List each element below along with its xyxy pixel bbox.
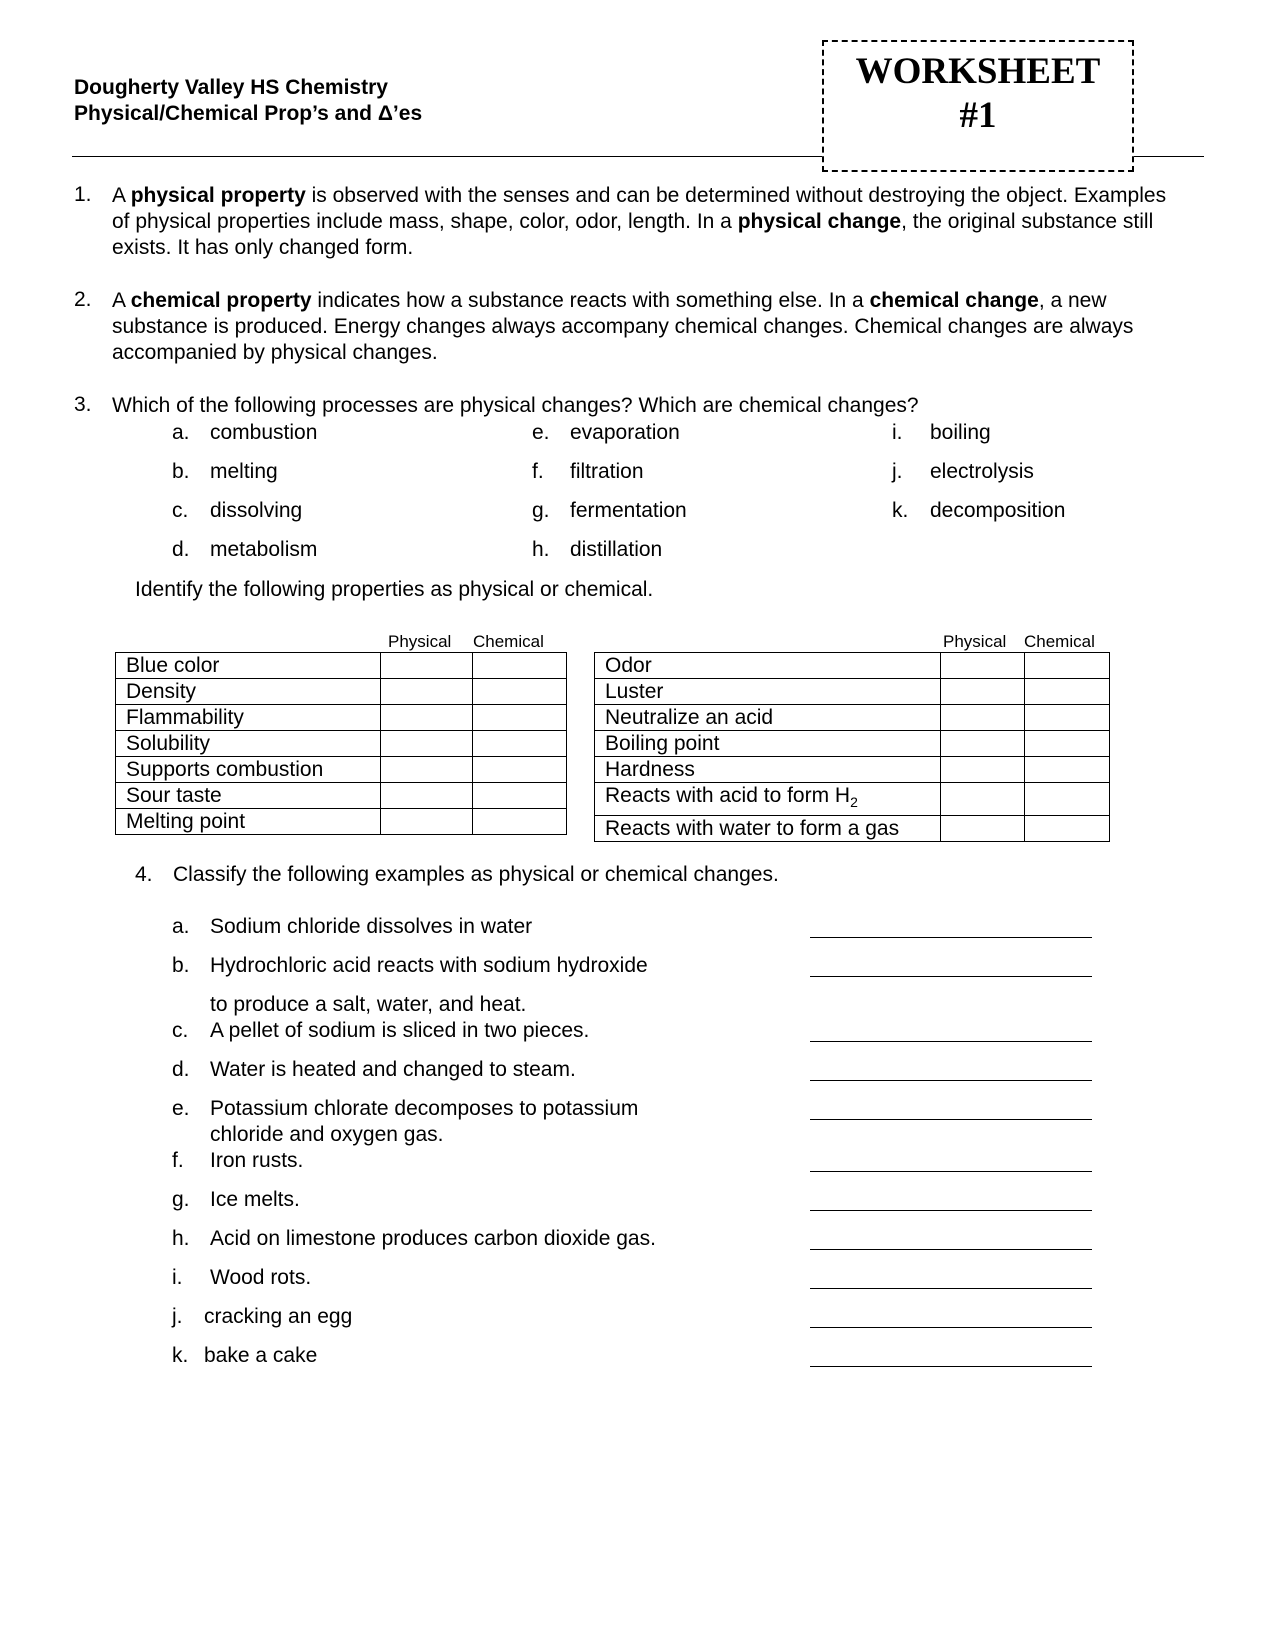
- table-row: [595, 816, 1110, 842]
- term-chemical-change: chemical change: [869, 289, 1039, 312]
- process-list-item: h. distillation: [532, 538, 663, 561]
- table-row: [595, 731, 1110, 757]
- right-chemical-header: Chemical: [1024, 632, 1095, 651]
- chemical-answer-cell[interactable]: [1025, 757, 1110, 783]
- property-cell: Supports combustion: [116, 757, 381, 783]
- example-item-continuation: to produce a salt, water, and heat.: [210, 993, 527, 1016]
- answer-blank-i[interactable]: [810, 1288, 1092, 1289]
- example-item: f. Iron rusts.: [172, 1149, 304, 1172]
- property-cell: Solubility: [116, 731, 381, 757]
- property-cell: Sour taste: [116, 783, 381, 809]
- example-item: j. cracking an egg: [172, 1305, 353, 1328]
- example-item: i. Wood rots.: [172, 1266, 312, 1289]
- table-row: [116, 783, 567, 809]
- physical-answer-cell[interactable]: [941, 731, 1025, 757]
- answer-blank-k[interactable]: [810, 1366, 1092, 1367]
- property-cell: Density: [116, 679, 381, 705]
- chemical-answer-cell[interactable]: [1025, 679, 1110, 705]
- h2-subscript: 2: [850, 794, 858, 811]
- property-cell: Melting point: [116, 809, 381, 835]
- right-physical-header: Physical: [943, 632, 1007, 651]
- physical-answer-cell[interactable]: [941, 783, 1025, 816]
- q1-text: A physical property is observed with the senses and can be determined without destroying the object. Examples of physical properties include mass, shape, color, odor, length. In a physical change, the original substance still exists. It has only changed form.: [112, 184, 1167, 259]
- example-item: h. Acid on limestone produces carbon dioxide gas.: [172, 1227, 656, 1250]
- table-row: [116, 731, 567, 757]
- chemical-answer-cell[interactable]: [1025, 816, 1110, 842]
- example-item: e. Potassium chlorate decomposes to potassium: [172, 1097, 639, 1120]
- chemical-answer-cell[interactable]: [473, 653, 567, 679]
- q2-text: A chemical property indicates how a substance reacts with something else. In a chemical change, a new substance is produced. Energy changes always accompany chemical changes. Chemical changes are always accompanied by physical changes.: [112, 289, 1134, 364]
- worksheet-label: WORKSHEET: [855, 51, 1101, 92]
- example-item: a. Sodium chloride dissolves in water: [172, 915, 533, 938]
- table-row: [116, 653, 567, 679]
- q4-heading: [135, 862, 779, 888]
- answer-blank-f[interactable]: [810, 1171, 1092, 1172]
- property-cell: Neutralize an acid: [595, 705, 941, 731]
- process-list-item: b. melting: [172, 460, 278, 483]
- process-list-item: g. fermentation: [532, 499, 687, 522]
- worksheet-topic: Physical/Chemical Prop’s and Δ’es: [74, 102, 423, 125]
- example-item: d. Water is heated and changed to steam.: [172, 1058, 576, 1081]
- property-cell: Flammability: [116, 705, 381, 731]
- chemical-answer-cell[interactable]: [473, 679, 567, 705]
- table-row: [595, 705, 1110, 731]
- left-chemical-header: Chemical: [473, 632, 544, 651]
- chemical-answer-cell[interactable]: [473, 809, 567, 835]
- answer-blank-j[interactable]: [810, 1327, 1092, 1328]
- q2-number: 2.: [74, 288, 92, 311]
- physical-answer-cell[interactable]: [381, 809, 473, 835]
- physical-answer-cell[interactable]: [941, 653, 1025, 679]
- worksheet-label-box: [822, 40, 1134, 172]
- answer-blank-a[interactable]: [810, 937, 1092, 938]
- header-rule-right: [1134, 156, 1204, 157]
- chemical-answer-cell[interactable]: [473, 731, 567, 757]
- process-list-item: c. dissolving: [172, 499, 303, 522]
- property-cell: Odor: [595, 653, 941, 679]
- properties-table-left: [115, 652, 567, 835]
- physical-answer-cell[interactable]: [381, 653, 473, 679]
- term-physical-property: physical property: [130, 184, 306, 207]
- table-row: [595, 783, 1110, 816]
- answer-blank-d[interactable]: [810, 1080, 1092, 1081]
- table-row: [595, 679, 1110, 705]
- example-item: k. bake a cake: [172, 1344, 318, 1367]
- left-physical-header: Physical: [388, 632, 452, 651]
- example-item-continuation: chloride and oxygen gas.: [210, 1123, 444, 1146]
- worksheet-number: #1: [959, 95, 997, 136]
- example-item: c. A pellet of sodium is sliced in two pieces.: [172, 1019, 590, 1042]
- term-chemical-property: chemical property: [130, 289, 312, 312]
- q1-number: 1.: [74, 183, 92, 206]
- chemical-answer-cell[interactable]: [1025, 783, 1110, 816]
- q4-text: Classify the following examples as physical or chemical changes.: [173, 863, 779, 886]
- identify-instruction: Identify the following properties as physical or chemical.: [135, 578, 654, 601]
- answer-blank-h[interactable]: [810, 1249, 1092, 1250]
- process-list-item: j. electrolysis: [892, 460, 1034, 483]
- process-list-item: f. filtration: [532, 460, 644, 483]
- process-list-item: a. combustion: [172, 421, 318, 444]
- physical-answer-cell[interactable]: [941, 679, 1025, 705]
- process-list-item: k. decomposition: [892, 499, 1066, 522]
- property-cell: Blue color: [116, 653, 381, 679]
- table-row: [116, 757, 567, 783]
- physical-answer-cell[interactable]: [381, 705, 473, 731]
- chemical-answer-cell[interactable]: [1025, 705, 1110, 731]
- table-row: [116, 809, 567, 835]
- answer-blank-c[interactable]: [810, 1041, 1092, 1042]
- property-cell: Reacts with water to form a gas: [595, 816, 941, 842]
- properties-table-right: [594, 652, 1110, 842]
- chemical-answer-cell[interactable]: [473, 705, 567, 731]
- property-cell: Hardness: [595, 757, 941, 783]
- process-list-item: d. metabolism: [172, 538, 318, 561]
- physical-answer-cell[interactable]: [381, 757, 473, 783]
- answer-blank-e[interactable]: [810, 1119, 1092, 1120]
- physical-answer-cell[interactable]: [381, 783, 473, 809]
- process-list-item: i. boiling: [892, 421, 991, 444]
- chemical-answer-cell[interactable]: [473, 757, 567, 783]
- q3-text: Which of the following processes are physical changes? Which are chemical changes?: [112, 394, 919, 417]
- example-item: b. Hydrochloric acid reacts with sodium hydroxide: [172, 954, 648, 977]
- q3-number: 3.: [74, 393, 92, 416]
- physical-answer-cell[interactable]: [381, 679, 473, 705]
- chemical-answer-cell[interactable]: [1025, 653, 1110, 679]
- term-physical-change: physical change: [737, 210, 902, 233]
- chemical-answer-cell[interactable]: [473, 783, 567, 809]
- course-title: Dougherty Valley HS Chemistry: [74, 76, 388, 99]
- example-item: g. Ice melts.: [172, 1188, 300, 1211]
- header-rule-left: [72, 156, 822, 157]
- physical-answer-cell[interactable]: [941, 816, 1025, 842]
- q4-number: 4.: [135, 863, 153, 886]
- table-row: [595, 653, 1110, 679]
- property-cell: Reacts with acid to form $H_2$: [595, 783, 941, 816]
- physical-answer-cell[interactable]: [381, 731, 473, 757]
- property-cell: Boiling point: [595, 731, 941, 757]
- table-row: [595, 757, 1110, 783]
- chemical-answer-cell[interactable]: [1025, 731, 1110, 757]
- table-row: [116, 679, 567, 705]
- physical-answer-cell[interactable]: [941, 757, 1025, 783]
- table-row: [116, 705, 567, 731]
- process-list-item: e. evaporation: [532, 421, 680, 444]
- answer-blank-g[interactable]: [810, 1210, 1092, 1211]
- property-cell: Luster: [595, 679, 941, 705]
- physical-answer-cell[interactable]: [941, 705, 1025, 731]
- answer-blank-b[interactable]: [810, 976, 1092, 977]
